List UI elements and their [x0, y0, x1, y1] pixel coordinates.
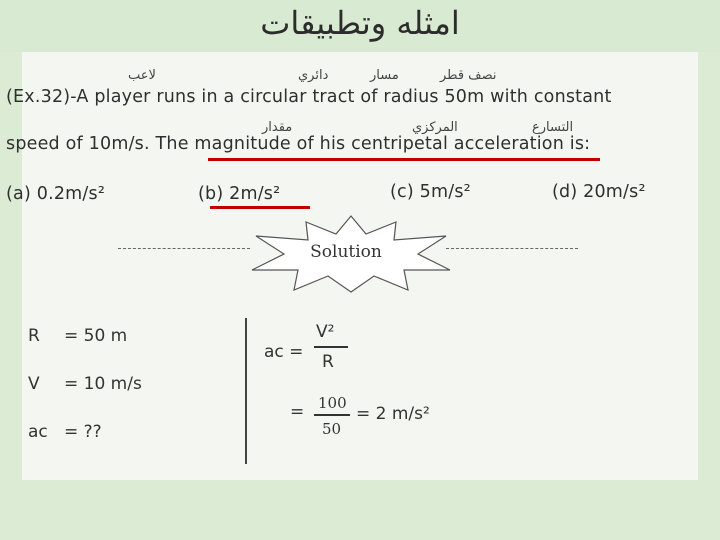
given-value-v: = 10 m/s	[64, 374, 142, 394]
given-symbol-ac: ac	[28, 422, 48, 442]
gloss-player: لاعب	[128, 68, 156, 83]
answer-underline	[210, 206, 310, 209]
bottom-border	[0, 480, 720, 540]
solution-label: Solution	[310, 242, 382, 262]
given-value-r: = 50 m	[64, 326, 128, 346]
gloss-centripetal: المركزي	[412, 120, 458, 135]
given-symbol-v: V	[28, 374, 40, 394]
page-title: امثله وتطبيقات	[260, 4, 460, 42]
question-line-1: (Ex.32)-A player runs in a circular tract of radius 50m with constant	[6, 87, 612, 107]
question-line-2: speed of 10m/s. The magnitude of his centripetal acceleration is:	[6, 134, 591, 154]
formula-numerator: V²	[316, 322, 335, 342]
divider-left	[118, 248, 250, 249]
option-a: (a) 0.2m/s²	[6, 184, 106, 204]
fraction-bar-2	[314, 414, 350, 416]
formula-lhs: ac =	[264, 342, 304, 362]
formula-denominator: R	[322, 352, 334, 372]
option-d: (d) 20m/s²	[552, 182, 646, 202]
given-symbol-r: R	[28, 326, 40, 346]
formula-equals: =	[290, 402, 305, 422]
option-c: (c) 5m/s²	[390, 182, 471, 202]
gloss-tract: مسار	[370, 68, 399, 83]
formula-den-value: 50	[322, 420, 342, 438]
highlight-underline	[208, 158, 600, 161]
given-value-ac: = ??	[64, 422, 102, 442]
gloss-radius: نصف قطر	[440, 68, 497, 83]
gloss-magnitude: مقدار	[262, 120, 293, 135]
formula-num-value: 100	[318, 394, 347, 412]
formula-result: = 2 m/s²	[356, 404, 430, 424]
gloss-acceleration: التسارع	[532, 120, 574, 135]
option-b: (b) 2m/s²	[198, 184, 281, 204]
left-border	[0, 52, 22, 482]
gloss-circular: دائري	[298, 68, 329, 83]
fraction-bar-1	[314, 346, 348, 348]
solution-divider	[245, 318, 247, 464]
right-border	[698, 52, 720, 482]
divider-right	[446, 248, 578, 249]
